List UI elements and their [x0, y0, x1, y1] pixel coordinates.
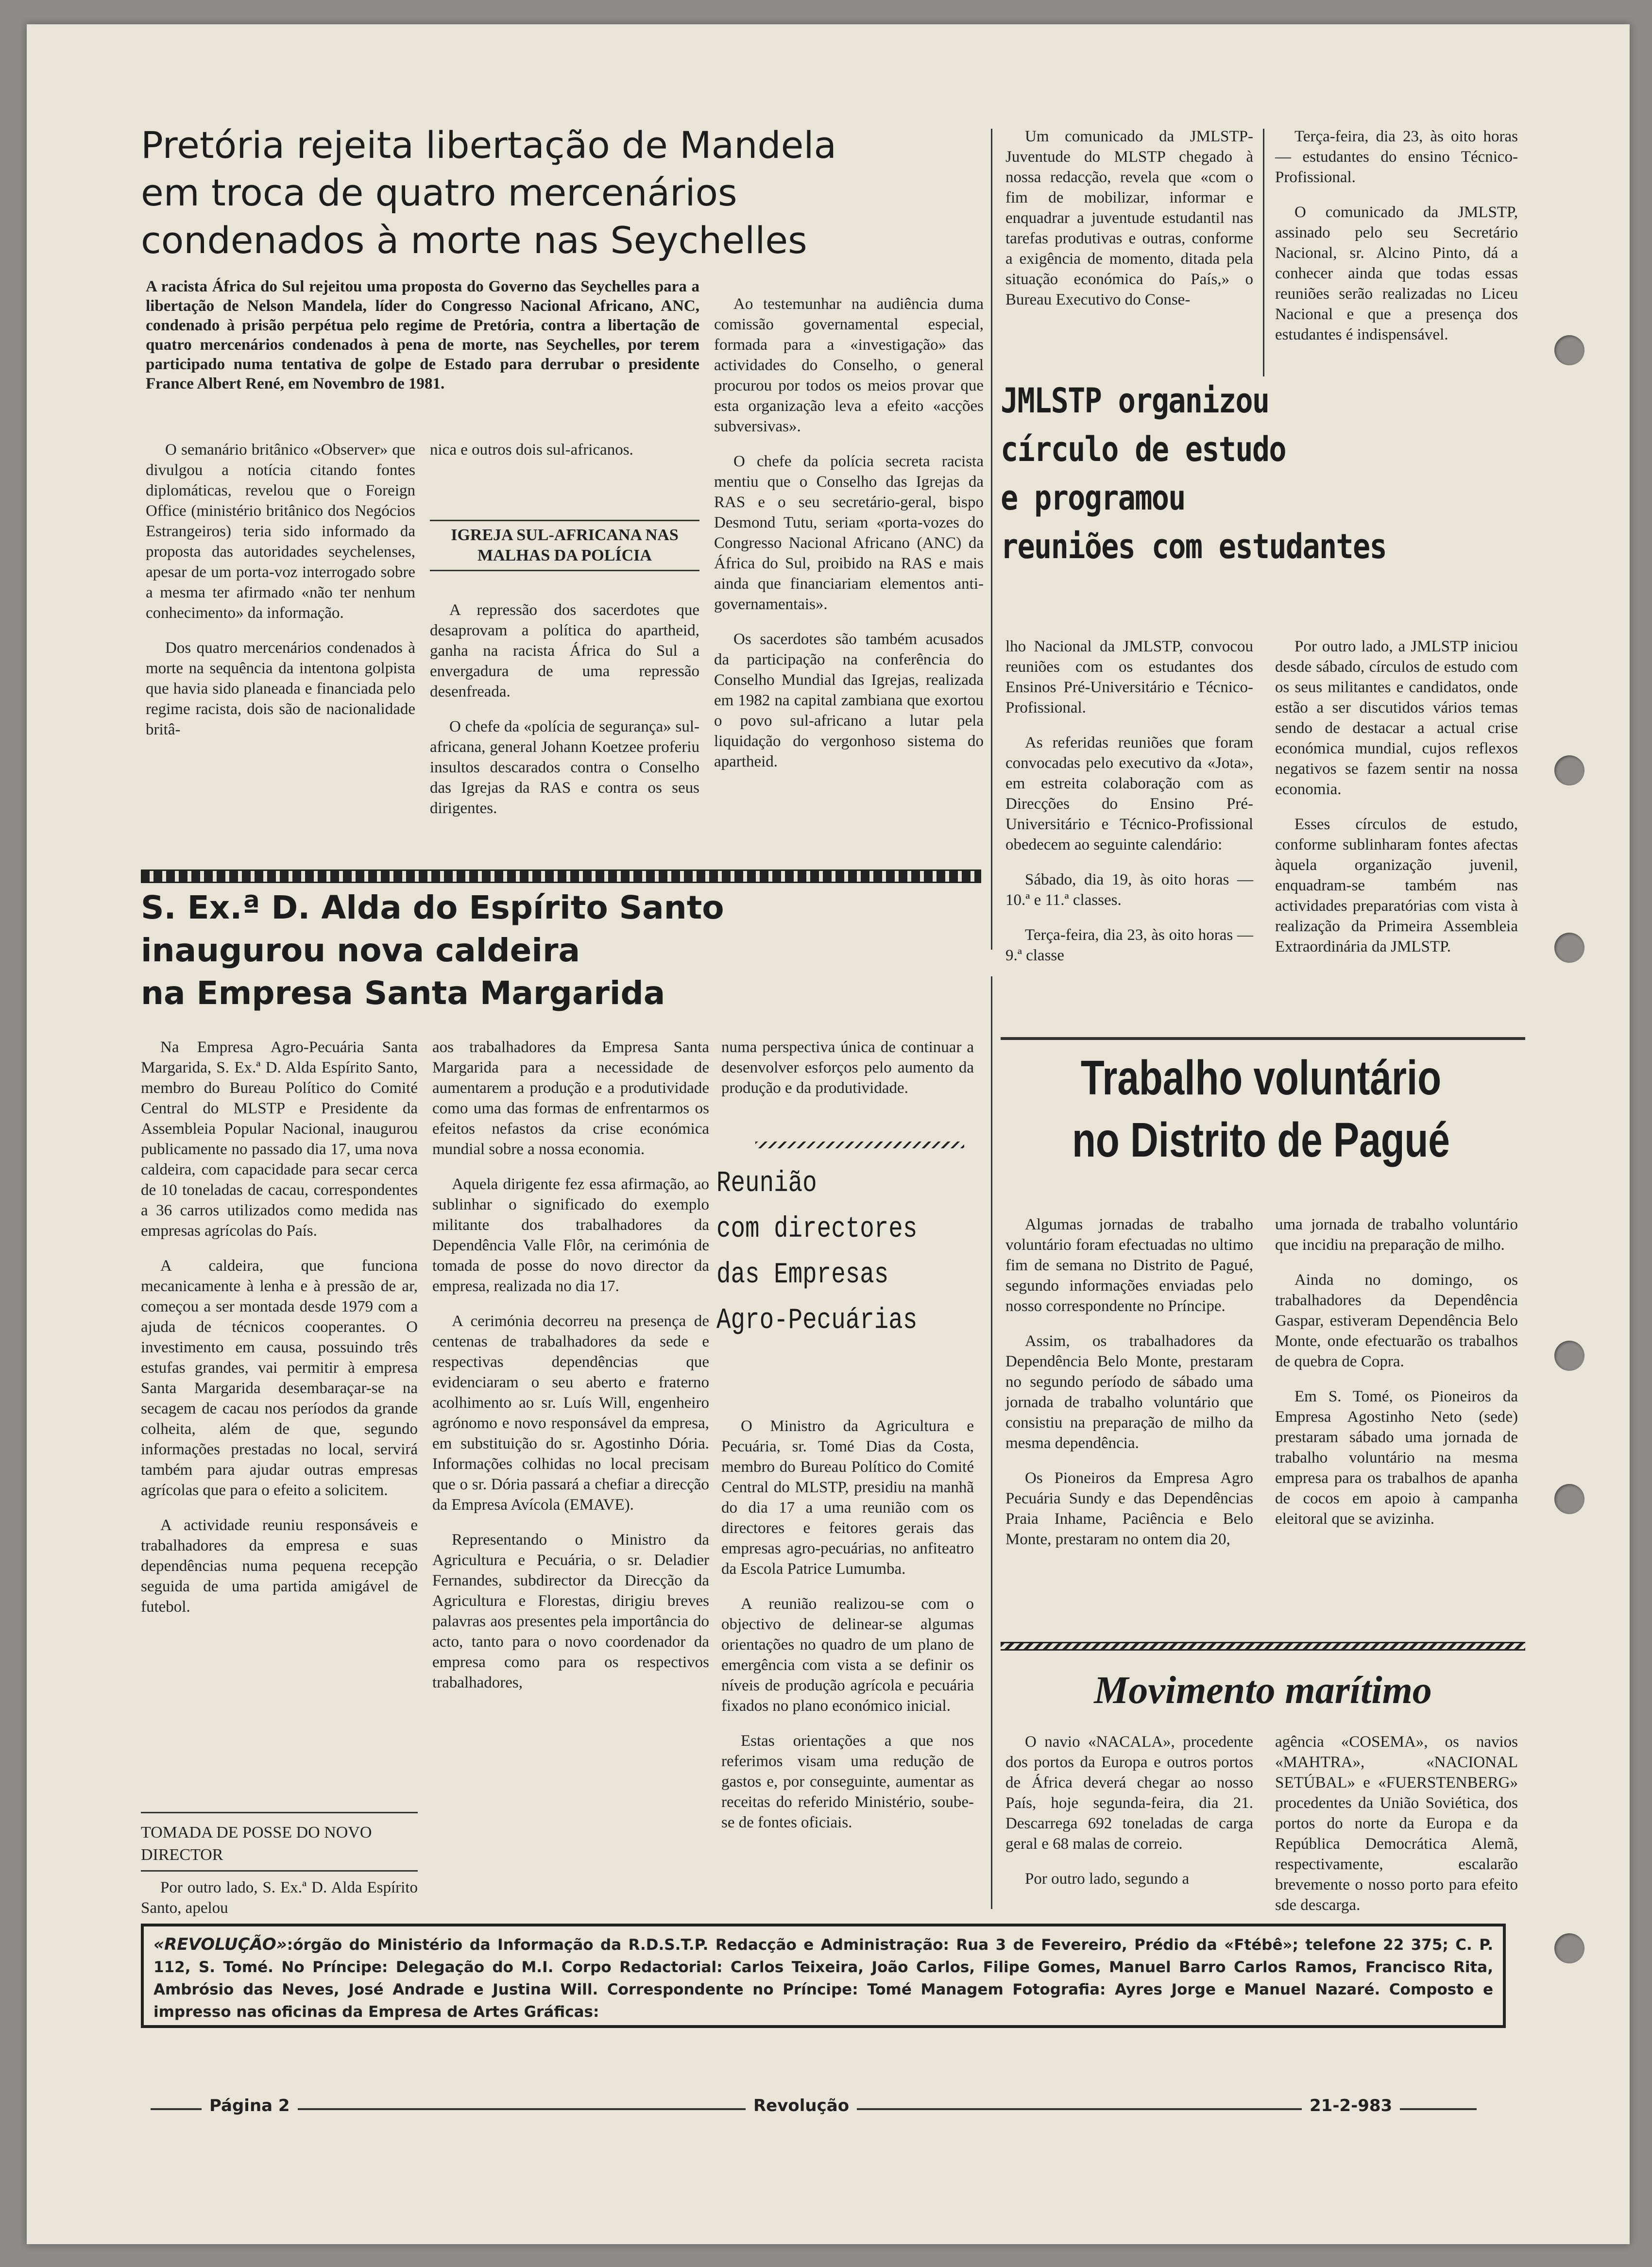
binder-hole — [1554, 335, 1584, 365]
paragraph: O comunicado da JMLSTP, assinado pelo seu Secretário Nacional, sr. Alcino Pinto, dá a conhecer ainda que todas essas reuniões serão realizadas no Liceu Nacional e que a presença dos estudantes é indispensável. — [1275, 204, 1518, 343]
headline-line: e programou — [1001, 478, 1185, 518]
paragraph: uma jornada de trabalho voluntário que incidiu na preparação de milho. — [1275, 1216, 1518, 1254]
article5-col1 — [1005, 1214, 1253, 1564]
subhead-tomada-de-posse: TOMADA DE POSSE DO NOVO DIRECTOR — [141, 1824, 372, 1864]
subhead-igreja: IGREJA SUL-AFRICANA NAS MALHAS DA POLÍCIA — [430, 520, 699, 571]
article4-top-col2 — [1275, 126, 1518, 359]
headline-line: Agro-Pecuárias — [716, 1304, 918, 1337]
divider — [141, 1812, 418, 1813]
paragraph: A caldeira, que funciona mecanicamente à lenha e à pressão de ar, começou a ser montada desde 1979 com a ajuda de técnicos cooperantes. O investimento em causa, possuindo três estufas grandes, vai permitir à empresa Santa Margarida desembaraçar-se na secagem de cacau nos períodos da grande colheita, além de que, segundo informações prestadas no local, servirá também para ajudar outras empresas agrícolas que para o efeito a solicitem. — [141, 1257, 418, 1499]
paragraph: Algumas jornadas de trabalho voluntário foram efectuadas no ultimo fim de semana no Distrito de Pagué, segundo informações enviadas pelo nosso correspondente no Príncipe. — [1005, 1216, 1253, 1315]
paragraph: Por outro lado, segundo a — [1025, 1870, 1190, 1888]
paragraph: O navio «NACALA», procedente dos portos da Europa e outros portos de África deverá chegar ao nosso País, hoje segunda-feira, dia 21. Descarrega 692 toneladas de carga geral e 68 malas de correio. — [1005, 1733, 1253, 1853]
article5-col2 — [1275, 1214, 1518, 1544]
headline-line: condenados à morte nas Seychelles — [141, 219, 807, 262]
column-rule — [1263, 129, 1264, 376]
headline-line: JMLSTP organizou — [1001, 381, 1269, 421]
divider — [1001, 1037, 1525, 1040]
paragraph: Ao testemunhar na audiência duma comissão governamental especial, formada para a «investigação» das actividades do Conselho, o general procurou por todos os meios provar que esta organização leva a efeito «acções subversivas». — [714, 295, 984, 435]
headline-pretoria — [141, 121, 957, 264]
paragraph: Ainda no domingo, os trabalhadores da Dependência Gaspar, estiveram Dependência Belo Monte, onde efectuarão os trabalhos de quebra de Copra. — [1275, 1271, 1518, 1370]
divider — [141, 1870, 418, 1872]
headline-line: Trabalho voluntário — [1080, 1051, 1442, 1105]
headline-line: na Empresa Santa Margarida — [141, 974, 665, 1012]
decorative-chain-rule — [1001, 1642, 1525, 1651]
masthead-text: :órgão do Ministério da Informação da R.D.S.T.P. Redacção e Administração: Rua 3 de Fevereiro, Prédio da «Ftébê»; telefone 22 375; C. P. 112, S. Tomé. No Príncipe: Delegação do M.I. Corpo Redactorial: Carlos Teixeira, João Carlos, Filipe Gomes, Manuel Barro Carlos Ramos, Francisco Rita, Ambrósio das Neves, José Andrade e Justina Will. Correspondente no Príncipe: Tomé Managem Fotografia: Ayres Jorge e Manuel Nazaré. Composto e impresso nas oficinas da Empresa de Artes Gráficas: — [153, 1936, 1493, 2021]
paragraph: Em S. Tomé, os Pioneiros da Empresa Agostinho Neto (sede) prestaram sábado uma jornada de trabalho voluntário na mesma empresa para os trabalhos de apanha de cocos em apoio à campanha eleitoral que se avizinha. — [1275, 1388, 1518, 1528]
headline-line: reuniões com estudantes — [1001, 527, 1387, 566]
headline-alda — [141, 886, 967, 1015]
binder-hole — [1554, 1933, 1584, 1963]
headline-jmlstp — [1001, 376, 1452, 571]
paragraph: O Ministro da Agricultura e Pecuária, sr. Tomé Dias da Costa, membro do Bureau Político do Comité Central do MLSTP, presidiu na manhã do dia 17 a uma reunião com os directores e feitores gerais das empresas agro-pecuárias, no anfiteatro da Escola Patrice Lumumba. — [721, 1417, 974, 1578]
paragraph: lho Nacional da JMLSTP, convocou reuniões com os estudantes dos Ensinos Pré-Universitário e Técnico-Profissional. — [1005, 638, 1253, 716]
decorative-chain-rule — [141, 869, 981, 883]
footer-date: 21-2-983 — [1302, 2096, 1400, 2115]
article1-col2 — [430, 440, 699, 475]
column-rule — [991, 976, 992, 1909]
paragraph: As referidas reuniões que foram convocadas pelo executivo da «Jota», em estreita colaboração com as Direcções do Ensino Pré-Universitário e Técnico-Profissional obedecem ao seguinte calendário: — [1005, 734, 1253, 853]
article4-col2 — [1275, 636, 1518, 972]
lead-paragraph: A racista África do Sul rejeitou uma proposta do Governo das Seychelles para a libertação de Nelson Mandela, líder do Congresso Nacional Africano, ANC, condenado à prisão perpétua pelo regime de Pretória, contra a libertação de quatro mercenários condenados à pena de morte, nas Seychelles, por terem participado numa tentativa de golpe de Estado para derrubar o presidente France Albert René, em Novembro de 1981. — [146, 278, 699, 392]
masthead-title: «REVOLUÇÃO» — [153, 1935, 287, 1954]
article4-top-col1: Um comunicado da JMLSTP-Juventude do MLSTP chegado à nossa redacção, revela que «com o fim de mobilizar, informar e enquadrar a juventude estudantil nas tarefas produtivas e outras, conforme a exigência de momento, ditada pela situação económica do País,» o Bureau Executivo do Conse- — [1005, 128, 1253, 308]
article2-col3: numa perspectiva única de continuar a desenvolver esforços pelo aumento da produção e da produtividade. — [721, 1039, 974, 1097]
binder-hole — [1554, 933, 1584, 963]
paragraph: Terça-feira, dia 23, às oito horas — estudantes do ensino Técnico-Profissional. — [1275, 128, 1518, 186]
paragraph: Dos quatro mercenários condenados à morte na sequência da intentona golpista que havia sido planeada e financiada pelo regime racista, dois são de nacionalidade britâ- — [146, 639, 415, 738]
article1-col2b — [430, 600, 699, 833]
footer-paper-name: Revolução — [746, 2096, 857, 2115]
article4-col1 — [1005, 636, 1253, 980]
headline-line: círculo de estudo — [1001, 429, 1286, 469]
paragraph: Terça-feira, dia 23, às oito horas — 9.ª classe — [1005, 926, 1253, 964]
headline-line: inaugurou nova caldeira — [141, 932, 580, 969]
headline-line: no Distrito de Pagué — [1072, 1113, 1450, 1167]
paragraph: aos trabalhadores da Empresa Santa Margarida para a necessidade de aumentarem a produção e a produtividade como uma das formas de enfrentarmos os efeitos nefastos da crise económica mundial sobre a nossa economia. — [432, 1039, 709, 1158]
paragraph: Aquela dirigente fez essa afirmação, ao sublinhar o significado do exemplo militante dos trabalhadores da Dependência Valle Flôr, na cerimónia de tomada de posse do novo director da empresa, realizada no dia 17. — [432, 1176, 709, 1295]
headline-line: S. Ex.ª D. Alda do Espírito Santo — [141, 889, 724, 926]
paragraph: Sábado, dia 19, às oito horas — 10.ª e 11.ª classes. — [1005, 871, 1253, 909]
paragraph: nica e outros dois sul-africanos. — [430, 441, 633, 459]
headline-line: Pretória rejeita libertação de Mandela — [141, 123, 837, 167]
headline-reuniao — [716, 1161, 923, 1344]
article2-col1 — [141, 1037, 418, 1632]
paragraph: Por outro lado, a JMLSTP iniciou desde sábado, círculos de estudo com os seus militantes e candidatos, onde estão a ser discutidos vários temas sendo de destacar a actual crise económica mundial, cujos reflexos negativos se fazem sentir na nossa economia. — [1275, 638, 1518, 798]
article1-col3 — [714, 294, 984, 786]
decorative-wave-rule — [755, 1142, 964, 1148]
headline-movimento: Movimento marítimo — [1094, 1669, 1432, 1712]
binder-hole — [1554, 1484, 1584, 1514]
paragraph: A actividade reuniu responsáveis e trabalhadores da empresa e suas dependências numa pequena recepção seguida de uma partida amigável de futebol. — [141, 1517, 418, 1616]
paragraph: A repressão dos sacerdotes que desaprovam a política do apartheid, ganha na racista África do Sul a envergadura de uma repressão desenfreada. — [430, 601, 699, 700]
paragraph: Representando o Ministro da Agricultura e Pecuária, o sr. Deladier Fernandes, subdirector da Direcção da Agricultura e Florestas, dirigiu breves palavras aos presentes pela importância do acto, tanto para o novo coordenador da empresa como para os respectivos trabalhadores, — [432, 1531, 709, 1691]
paragraph: O chefe da polícia secreta racista mentiu que o Conselho das Igrejas da RAS e o seu secretário-geral, bispo Desmond Tutu, seriam «porta-vozes do Congresso Nacional Africano (ANC) da África do Sul, proibido na RAS e mais ainda que financiariam elementos anti-governamentais». — [714, 453, 984, 613]
paragraph: A cerimónia decorreu na presença de centenas de trabalhadores da sede e respectivas dependências que evidenciaram o seu aberto e fraterno acolhimento ao sr. Luís Will, engenheiro agrónomo e novo responsável da empresa, em substituição do sr. Agostinho Dória. Informações colhidas no local precisam que o sr. Dória passará a chefiar a direcção da Empresa Avícola (EMAVE). — [432, 1312, 709, 1514]
paragraph: Na Empresa Agro-Pecuária Santa Margarida, S. Ex.ª D. Alda Espírito Santo, membro do Bureau Político do Comité Central do MLSTP e Presidente da Assembleia Popular Nacional, inaugurou publicamente no passado dia 17, uma nova caldeira, com capacidade para secar cerca de 10 toneladas de cacau, correspondentes a 36 carros utilizados como medida nas empresas agrícolas do País. — [141, 1039, 418, 1240]
binder-hole — [1554, 755, 1584, 785]
newspaper-page — [27, 24, 1630, 2244]
headline-line: Reunião — [716, 1167, 817, 1200]
binder-hole — [1554, 1341, 1584, 1371]
column-rule — [991, 129, 992, 950]
paragraph: Estas orientações a que nos referimos visam uma redução de gastos e, por conseguinte, aumentar as receitas do referido Ministério, soube-se de fontes oficiais. — [721, 1732, 974, 1831]
article6-col2: agência «COSEMA», os navios «MAHTRA», «NACIONAL SETÚBAL» e «FUERSTENBERG» procedentes da União Soviética, dos portos do norte da Europa e da República Democrática Alemã, respectivamente, escalarão brevemente o nosso porto para efeito sde descarga. — [1275, 1733, 1518, 1914]
article2-col1-end: Por outro lado, S. Ex.ª D. Alda Espírito Santo, apelou — [141, 1879, 418, 1917]
headline-trabalho — [1020, 1047, 1502, 1171]
headline-line: em troca de quatro mercenários — [141, 171, 737, 214]
paragraph: O chefe da «polícia de segurança» sul-africana, general Johann Koetzee proferiu insultos descarados contra o Conselho das Igrejas da RAS e contra os seus dirigentes. — [430, 718, 699, 817]
headline-line: com directores — [716, 1213, 918, 1246]
headline-line: das Empresas — [716, 1259, 889, 1292]
paragraph: O semanário britânico «Observer» que divulgou a notícia citando fontes diplomáticas, revelou que o Foreign Office (ministério britânico dos Negócios Estrangeiros) teria sido informado da proposta das autoridades seychelenses, apesar de um porta-voz interrogado sobre a mesma ter afirmado «não ter nenhum conhecimento» da informação. — [146, 441, 415, 622]
paragraph: Assim, os trabalhadores da Dependência Belo Monte, prestaram no segundo período de sábado uma jornada de trabalho voluntário que consistiu na preparação de milho da mesma dependência. — [1005, 1332, 1253, 1452]
article3-body — [721, 1416, 974, 1847]
paragraph: Os Pioneiros da Empresa Agro Pecuária Sundy e das Dependências Praia Inhame, Paciência e Belo Monte, prestaram no ontem dia 20, — [1005, 1469, 1253, 1548]
article1-col1 — [146, 440, 415, 754]
footer-page-number: Página 2 — [202, 2096, 298, 2115]
article2-col2 — [432, 1037, 709, 1707]
paragraph: Esses círculos de estudo, conforme sublinharam fontes afectas àquela organização juvenil, enquadram-se também nas actividades preparatórias com vista à realização da Primeira Assembleia Extraordinária da JMLSTP. — [1275, 816, 1518, 955]
paragraph: Os sacerdotes são também acusados da participação na conferência do Conselho Mundial das Igrejas, realizada em 1982 na capital zambiana que exortou o povo sul-africano a lutar pela liquidação do vergonhoso sistema do apartheid. — [714, 631, 984, 770]
article6-col1 — [1005, 1732, 1253, 1904]
paragraph: A reunião realizou-se com o objectivo de delinear-se algumas orientações no quadro de um plano de emergência com vista a se definir os níveis de produção agrícola e pecuária fixados no plano económico inicial. — [721, 1595, 974, 1715]
masthead-box — [141, 1924, 1506, 2028]
